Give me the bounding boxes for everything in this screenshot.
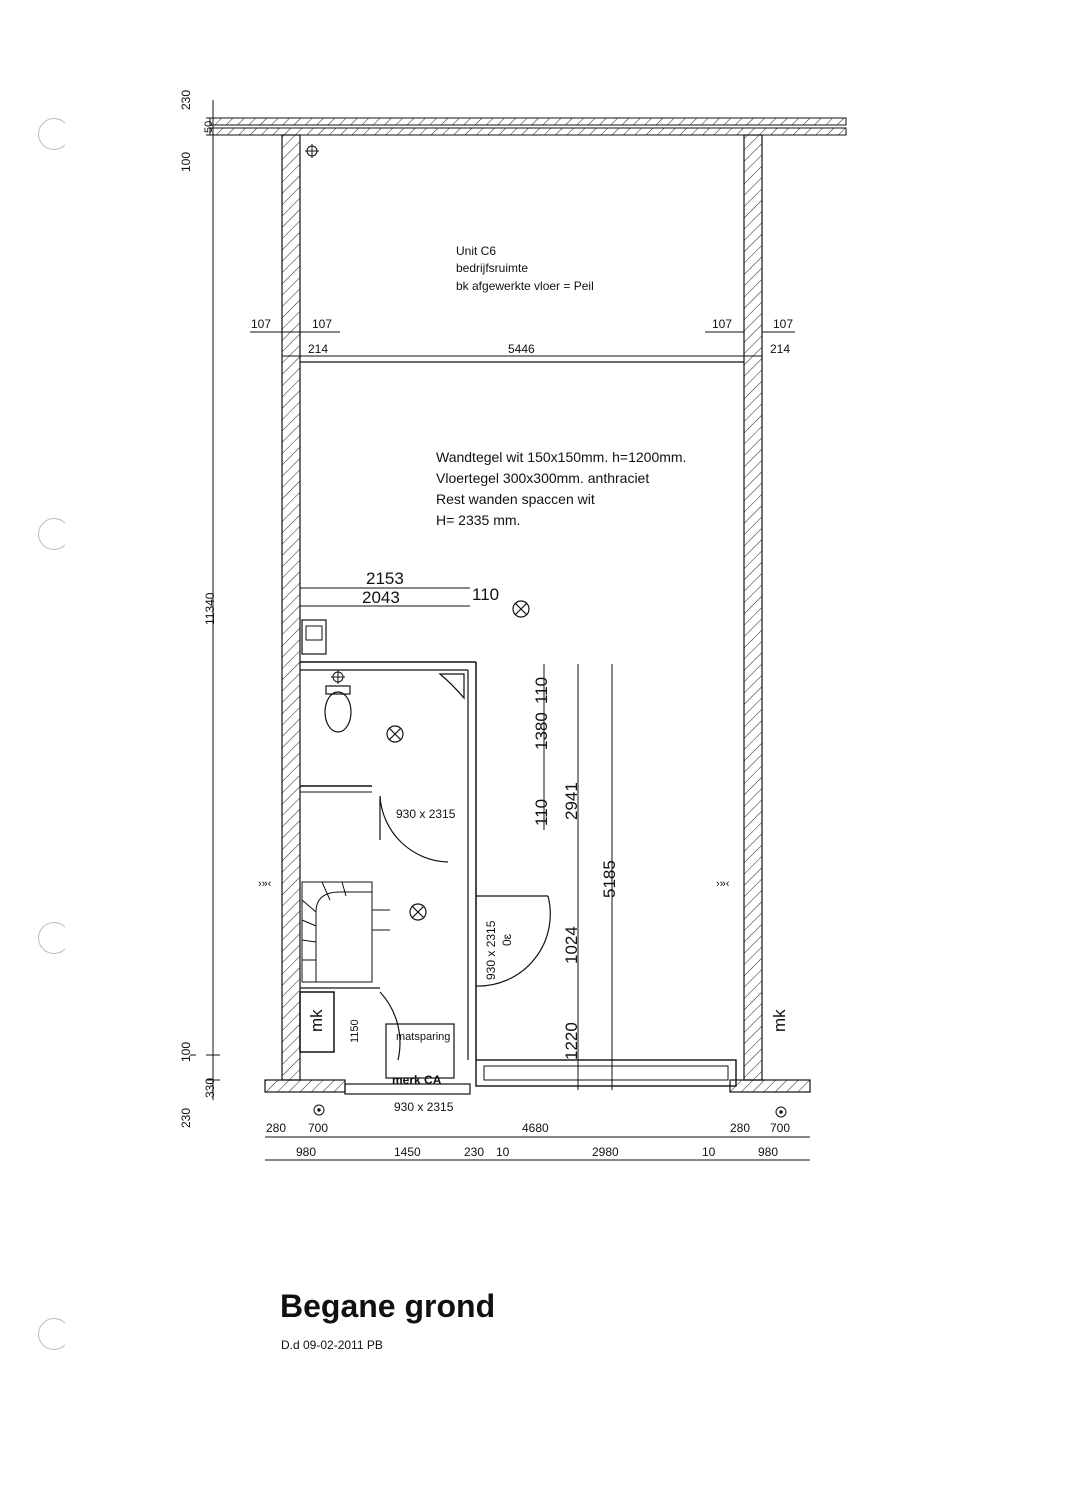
- meter-cupboard-label: mk: [770, 1009, 789, 1032]
- top-wall-inner: [210, 128, 846, 135]
- section-marker-icon: [776, 1107, 786, 1117]
- dim-vertical: 1220: [562, 1022, 581, 1060]
- dim-wall: 107: [773, 317, 794, 331]
- top-wall-outer: [210, 118, 846, 125]
- dim-bottom: 230: [464, 1145, 485, 1159]
- right-wall: [744, 135, 762, 1080]
- dim-bottom: 700: [770, 1121, 791, 1135]
- dim-toilet-room: 2043: [362, 588, 400, 607]
- storefront-frame: [476, 1060, 736, 1086]
- toilet-bowl: [325, 692, 351, 732]
- dim-bottom: 4680: [522, 1121, 549, 1135]
- room-function: bedrijfsruimte: [456, 261, 529, 275]
- dim-left: 330: [203, 1077, 217, 1098]
- door-label: 930 x 2315: [484, 920, 498, 980]
- sparing-label: matsparing: [396, 1031, 451, 1043]
- dim-vertical: 5185: [600, 860, 619, 898]
- door-swing: [380, 992, 400, 1060]
- ceiling-point-icon: [305, 144, 319, 158]
- dim-bottom: 2980: [592, 1145, 619, 1159]
- hand-basin: [440, 674, 464, 698]
- dim-vertical: 110: [532, 798, 551, 826]
- dim-left: 100: [179, 1041, 193, 1062]
- dim-inner: 214: [770, 342, 791, 356]
- dim-vertical: 110: [532, 676, 551, 704]
- dim-bottom: 1450: [394, 1145, 421, 1159]
- floor-level: bk afgewerkte vloer = Peil: [456, 279, 594, 293]
- staircase: [302, 882, 390, 982]
- room-unit: Unit C6: [456, 244, 497, 258]
- section-marker-icon: [314, 1105, 324, 1115]
- dim-inner: 5446: [508, 342, 535, 356]
- bottom-wall-right: [730, 1080, 810, 1092]
- dim-toilet-room: 2153: [366, 569, 404, 588]
- stair-height: 1150: [349, 1019, 361, 1043]
- meter-cupboard-label: mk: [307, 1009, 326, 1032]
- dim-bottom: 980: [758, 1145, 779, 1159]
- ceiling-point-icon: [331, 670, 345, 684]
- dim-wall: 107: [251, 317, 272, 331]
- storefront-glazing: [484, 1066, 728, 1080]
- radiator-icon: ›»‹: [716, 878, 730, 890]
- drawing-title: Begane grond: [280, 1288, 496, 1324]
- dim-wall: 107: [712, 317, 733, 331]
- door-label: 930 x 2315: [396, 807, 456, 821]
- dim-inner: 214: [308, 342, 329, 356]
- door-label-extra: 0ɛ: [500, 933, 514, 946]
- brand-label: merk CA: [392, 1073, 442, 1087]
- dim-left: 100: [179, 151, 193, 172]
- dim-left: 230: [179, 1107, 193, 1128]
- date-stamp: D.d 09-02-2011 PB: [281, 1338, 383, 1352]
- finish-note-4: H= 2335 mm.: [436, 512, 521, 528]
- light-fixture-icon: [513, 601, 529, 617]
- finish-note-1: Wandtegel wit 150x150mm. h=1200mm.: [436, 449, 687, 465]
- dim-bottom: 280: [266, 1121, 287, 1135]
- light-fixture-icon: [410, 904, 426, 920]
- finish-note-3: Rest wanden spaccen wit: [436, 491, 595, 507]
- dim-bottom: 10: [702, 1145, 716, 1159]
- dim-bottom: 280: [730, 1121, 751, 1135]
- dim-bottom: 700: [308, 1121, 329, 1135]
- dim-left: 230: [179, 89, 193, 110]
- door-label: 930 x 2315: [394, 1100, 454, 1114]
- dim-bottom: 980: [296, 1145, 317, 1159]
- dim-wall: 107: [312, 317, 333, 331]
- bottom-wall-left: [265, 1080, 345, 1092]
- toilet-tank: [326, 686, 350, 694]
- light-fixture-icon: [387, 726, 403, 742]
- dim-bottom: 10: [496, 1145, 510, 1159]
- radiator-icon: ›»‹: [258, 878, 272, 890]
- dim-left: 11340: [203, 592, 217, 625]
- door-swing: [380, 796, 448, 862]
- dim-top-wall-small: 50: [203, 120, 215, 133]
- dim-vertical: 2941: [562, 782, 581, 820]
- sink-basin: [306, 626, 322, 640]
- dim-vertical: 1024: [562, 926, 581, 964]
- left-wall: [282, 135, 300, 1080]
- finish-note-2: Vloertegel 300x300mm. anthraciet: [436, 470, 650, 486]
- dim-vertical: 1380: [532, 712, 551, 750]
- dim-toilet-room: 110: [472, 585, 500, 604]
